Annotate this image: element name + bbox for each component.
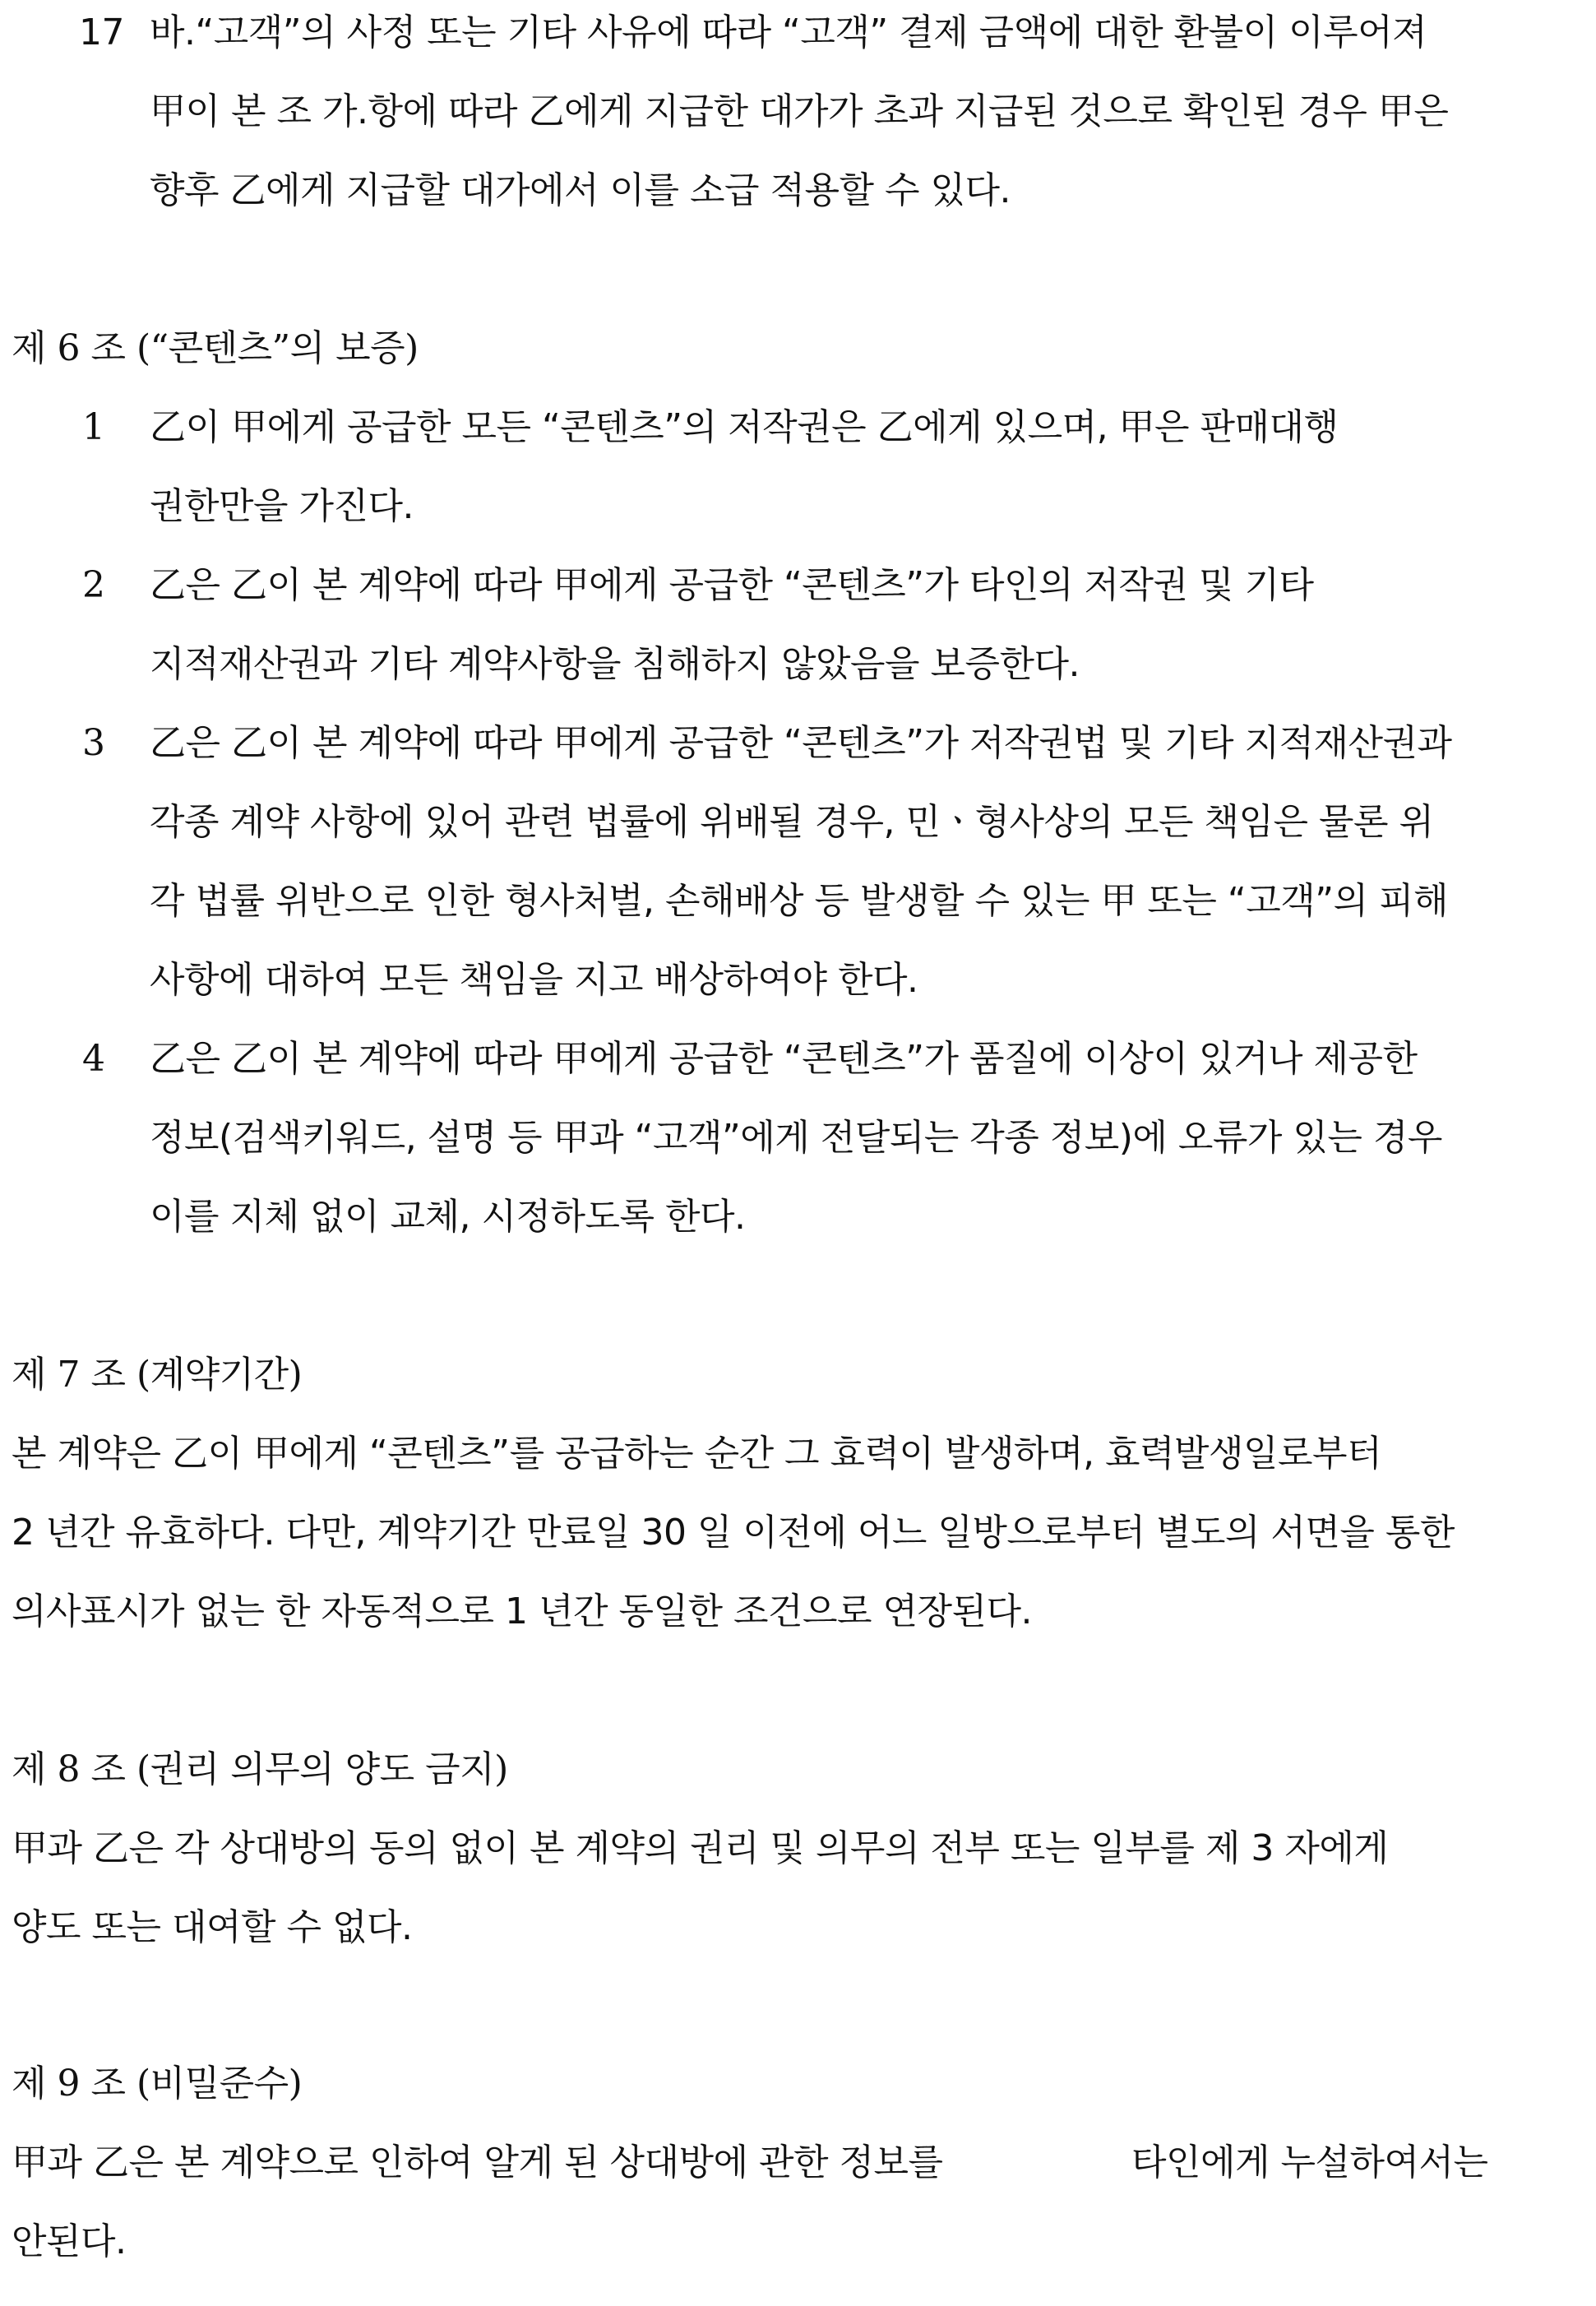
- article-7-line-2: 2 년간 유효하다. 다만, 계약기간 만료일 30 일 이전에 어느 일방으로부터 별도의 서면을 통한: [12, 1512, 1455, 1554]
- article-6-item-3-line-3: 각 법률 위반으로 인한 형사처벌, 손해배상 등 발생할 수 있는 甲 또는 “고객”의 피해: [150, 880, 1449, 922]
- article-6-item-4-line-1: 乙은 乙이 본 계약에 따라 甲에게 공급한 “콘텐츠”가 품질에 이상이 있거나 제공한: [150, 1038, 1418, 1080]
- article-6-item-2-number: 2: [82, 564, 105, 606]
- article-6-item-3-line-2: 각종 계약 사항에 있어 관련 법률에 위배될 경우, 민ㆍ형사상의 모든 책임은 물론 위: [150, 801, 1434, 843]
- article-6-item-3-line-1: 乙은 乙이 본 계약에 따라 甲에게 공급한 “콘텐츠”가 저작권법 및 기타 지적재산권과: [150, 722, 1452, 764]
- article-9-line-1b: 타인에게 누설하여서는: [1131, 2142, 1488, 2183]
- article-6-item-2-line-2: 지적재산권과 기타 계약사항을 침해하지 않았음을 보증한다.: [150, 643, 1080, 685]
- article-7-line-1: 본 계약은 乙이 甲에게 “콘텐츠”를 공급하는 순간 그 효력이 발생하며, 효력발생일로부터: [12, 1433, 1382, 1475]
- item-17-line-1: 바.“고객”의 사정 또는 기타 사유에 따라 “고객” 결제 금액에 대한 환불이 이루어져: [150, 12, 1427, 53]
- article-8-line-2: 양도 또는 대여할 수 없다.: [12, 1906, 413, 1948]
- article-9-line-2: 안된다.: [12, 2220, 127, 2262]
- article-6-item-1-line-1: 乙이 甲에게 공급한 모든 “콘텐츠”의 저작권은 乙에게 있으며, 甲은 판매대행: [150, 406, 1339, 448]
- article-6-item-2-line-1: 乙은 乙이 본 계약에 따라 甲에게 공급한 “콘텐츠”가 타인의 저작권 및 기타: [150, 564, 1314, 606]
- item-17-line-2: 甲이 본 조 가.항에 따라 乙에게 지급한 대가가 초과 지급된 것으로 확인된 경우 甲은: [150, 90, 1449, 132]
- article-8-line-1: 甲과 乙은 각 상대방의 동의 없이 본 계약의 권리 및 의무의 전부 또는 일부를 제 3 자에게: [12, 1827, 1389, 1869]
- article-6-item-1-line-2: 권한만을 가진다.: [150, 485, 414, 527]
- article-6-item-4-line-2: 정보(검색키워드, 설명 등 甲과 “고객”에게 전달되는 각종 정보)에 오류가 있는 경우: [150, 1117, 1442, 1159]
- article-7-line-3: 의사표시가 없는 한 자동적으로 1 년간 동일한 조건으로 연장된다.: [12, 1591, 1032, 1632]
- item-17-line-3: 향후 乙에게 지급할 대가에서 이를 소급 적용할 수 있다.: [150, 169, 1011, 211]
- article-9-line-1a: 甲과 乙은 본 계약으로 인하여 알게 된 상대방에 관한 정보를: [12, 2142, 943, 2183]
- article-6-item-3-line-4: 사항에 대하여 모든 책임을 지고 배상하여야 한다.: [150, 959, 918, 1001]
- article-9-title: 제 9 조 (비밀준수): [12, 2063, 303, 2105]
- article-8-title: 제 8 조 (권리 의무의 양도 금지): [12, 1748, 508, 1790]
- article-6-title: 제 6 조 (“콘텐츠”의 보증): [12, 327, 419, 369]
- article-6-item-3-number: 3: [82, 722, 105, 764]
- article-6-item-4-line-3: 이를 지체 없이 교체, 시정하도록 한다.: [150, 1196, 746, 1238]
- article-6-item-1-number: 1: [82, 406, 105, 448]
- article-6-item-4-number: 4: [82, 1038, 105, 1080]
- article-7-title: 제 7 조 (계약기간): [12, 1354, 303, 1396]
- item-17-number: 17: [79, 12, 124, 53]
